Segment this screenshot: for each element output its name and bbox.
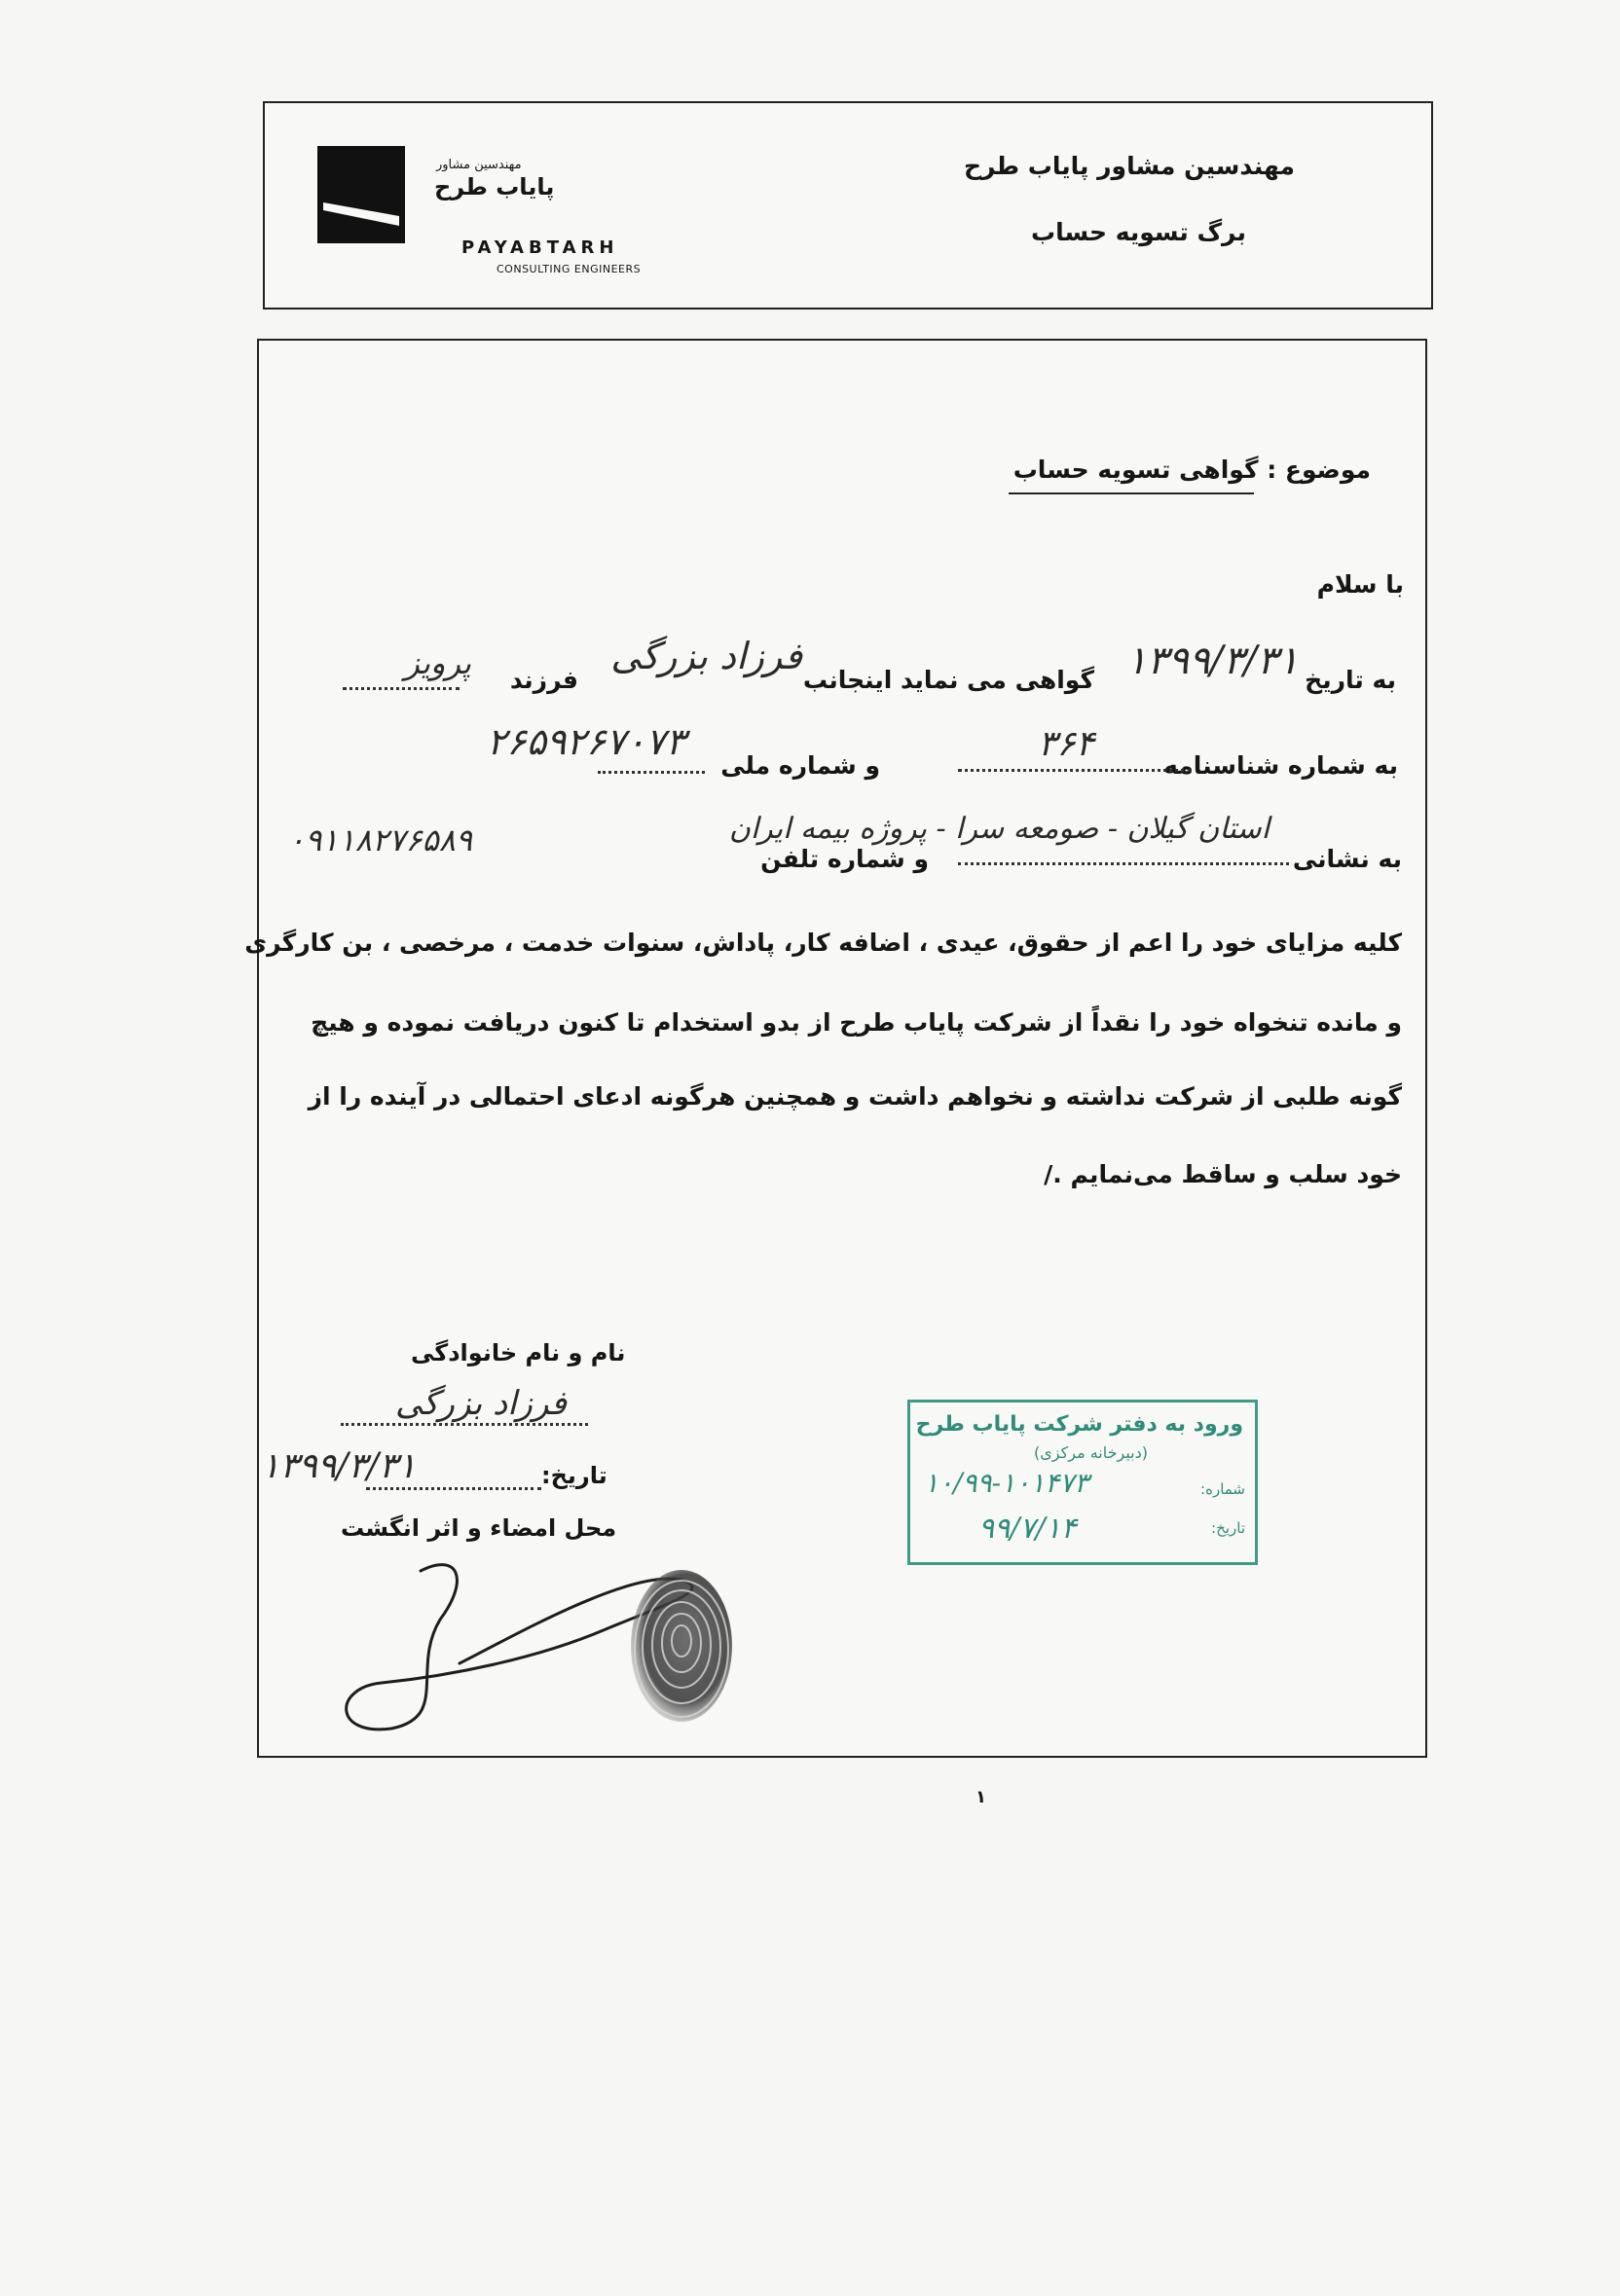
signature-date-label: تاریخ: [541,1462,608,1489]
national-id-handwritten: ۲۶۵۹۲۶۷۰۷۳ [486,720,685,763]
signature-place-label: محل امضاء و اثر انگشت [341,1514,617,1542]
signature-date-dotted-line [366,1487,541,1490]
paragraph-line: خود سلب و ساقط می‌نمایم ./ [1044,1160,1402,1188]
address-label: به نشانی [1292,845,1402,873]
stamp-number-label: شماره: [1200,1480,1245,1498]
paragraph-line: و مانده تنخواه خود را نقداً از شرکت پایاب طرح از بدو استخدام تا کنون دریافت نموده و هیچ [311,1008,1402,1037]
certify-text: گواهی می نماید اینجانب [802,666,1094,694]
logo-name-en: PAYABTARH [461,237,619,258]
stamp-date-handwritten: ۹۹/۷/۱۴ [978,1512,1077,1546]
letterhead-box [263,101,1433,310]
paragraph-line: کلیه مزایای خود را اعم از حقوق، عیدی ، اضافه کار، پاداش، سنوات خدمت ، مرخصی ، بن کارگری [244,929,1402,957]
company-logo-icon [317,146,405,243]
full-name-dotted-line [341,1423,588,1426]
letter-greeting: با سلام [1316,570,1404,599]
subject-underline [1009,492,1254,494]
receipt-stamp [907,1400,1258,1565]
letter-subject: موضوع : گواهی تسویه حساب [1012,456,1371,484]
date-label: به تاریخ [1305,666,1396,694]
logo-tagline: مهندسین مشاور [436,158,522,172]
stamp-title: ورود به دفتر شرکت پایاب طرح [915,1412,1243,1437]
page-number: ۱ [976,1787,986,1807]
address-handwritten: استان گیلان - صومعه سرا - پروژه بیمه ایران [728,812,1270,846]
paragraph-line: گونه طلبی از شرکت نداشته و نخواهم داشت و همچنین هرگونه ادعای احتمالی در آینده را از [308,1082,1402,1111]
logo-name-fa: پایاب طرح [434,173,555,200]
national-id-label: و شماره ملی [720,751,880,780]
fingerprint-icon [615,1563,742,1729]
letter-body-box [244,339,1427,1758]
full-name-label: نام و نام خانوادگی [411,1339,626,1367]
stamp-number-handwritten: ۱۰/۹۹-۱۰۱۴۷۳ [924,1467,1089,1499]
company-name: مهندسین مشاور پایاب طرح [963,152,1295,180]
full-name-handwritten: فرزاد بزرگی [395,1384,567,1423]
signature-date-handwritten: ۱۳۹۹/۳/۳۱ [261,1446,417,1486]
phone-label: و شماره تلفن [760,845,929,873]
father-name-dotted-line [343,687,460,690]
date-handwritten: ۱۳۹۹/۳/۳۱ [1125,638,1299,683]
birth-certificate-dotted-line [958,769,1192,772]
address-dotted-line [958,862,1289,865]
national-id-dotted-line [598,771,705,774]
phone-handwritten: ۰۹۱۱۸۲۷۶۵۸۹ [288,821,473,858]
birth-certificate-label: به شماره شناسنامه [1163,751,1398,780]
stamp-date-label: تاریخ: [1211,1519,1245,1537]
stamp-subtitle: (دبیرخانه مرکزی) [1034,1443,1148,1462]
form-title: برگ تسویه حساب [1031,218,1246,246]
employee-name-handwritten: فرزاد بزرگی [610,635,802,677]
father-name-handwritten: پرویز [404,644,471,681]
child-of-label: فرزند [509,666,578,694]
birth-certificate-handwritten: ۳۶۴ [1037,724,1094,764]
logo-subtitle-en: CONSULTING ENGINEERS [497,263,642,275]
